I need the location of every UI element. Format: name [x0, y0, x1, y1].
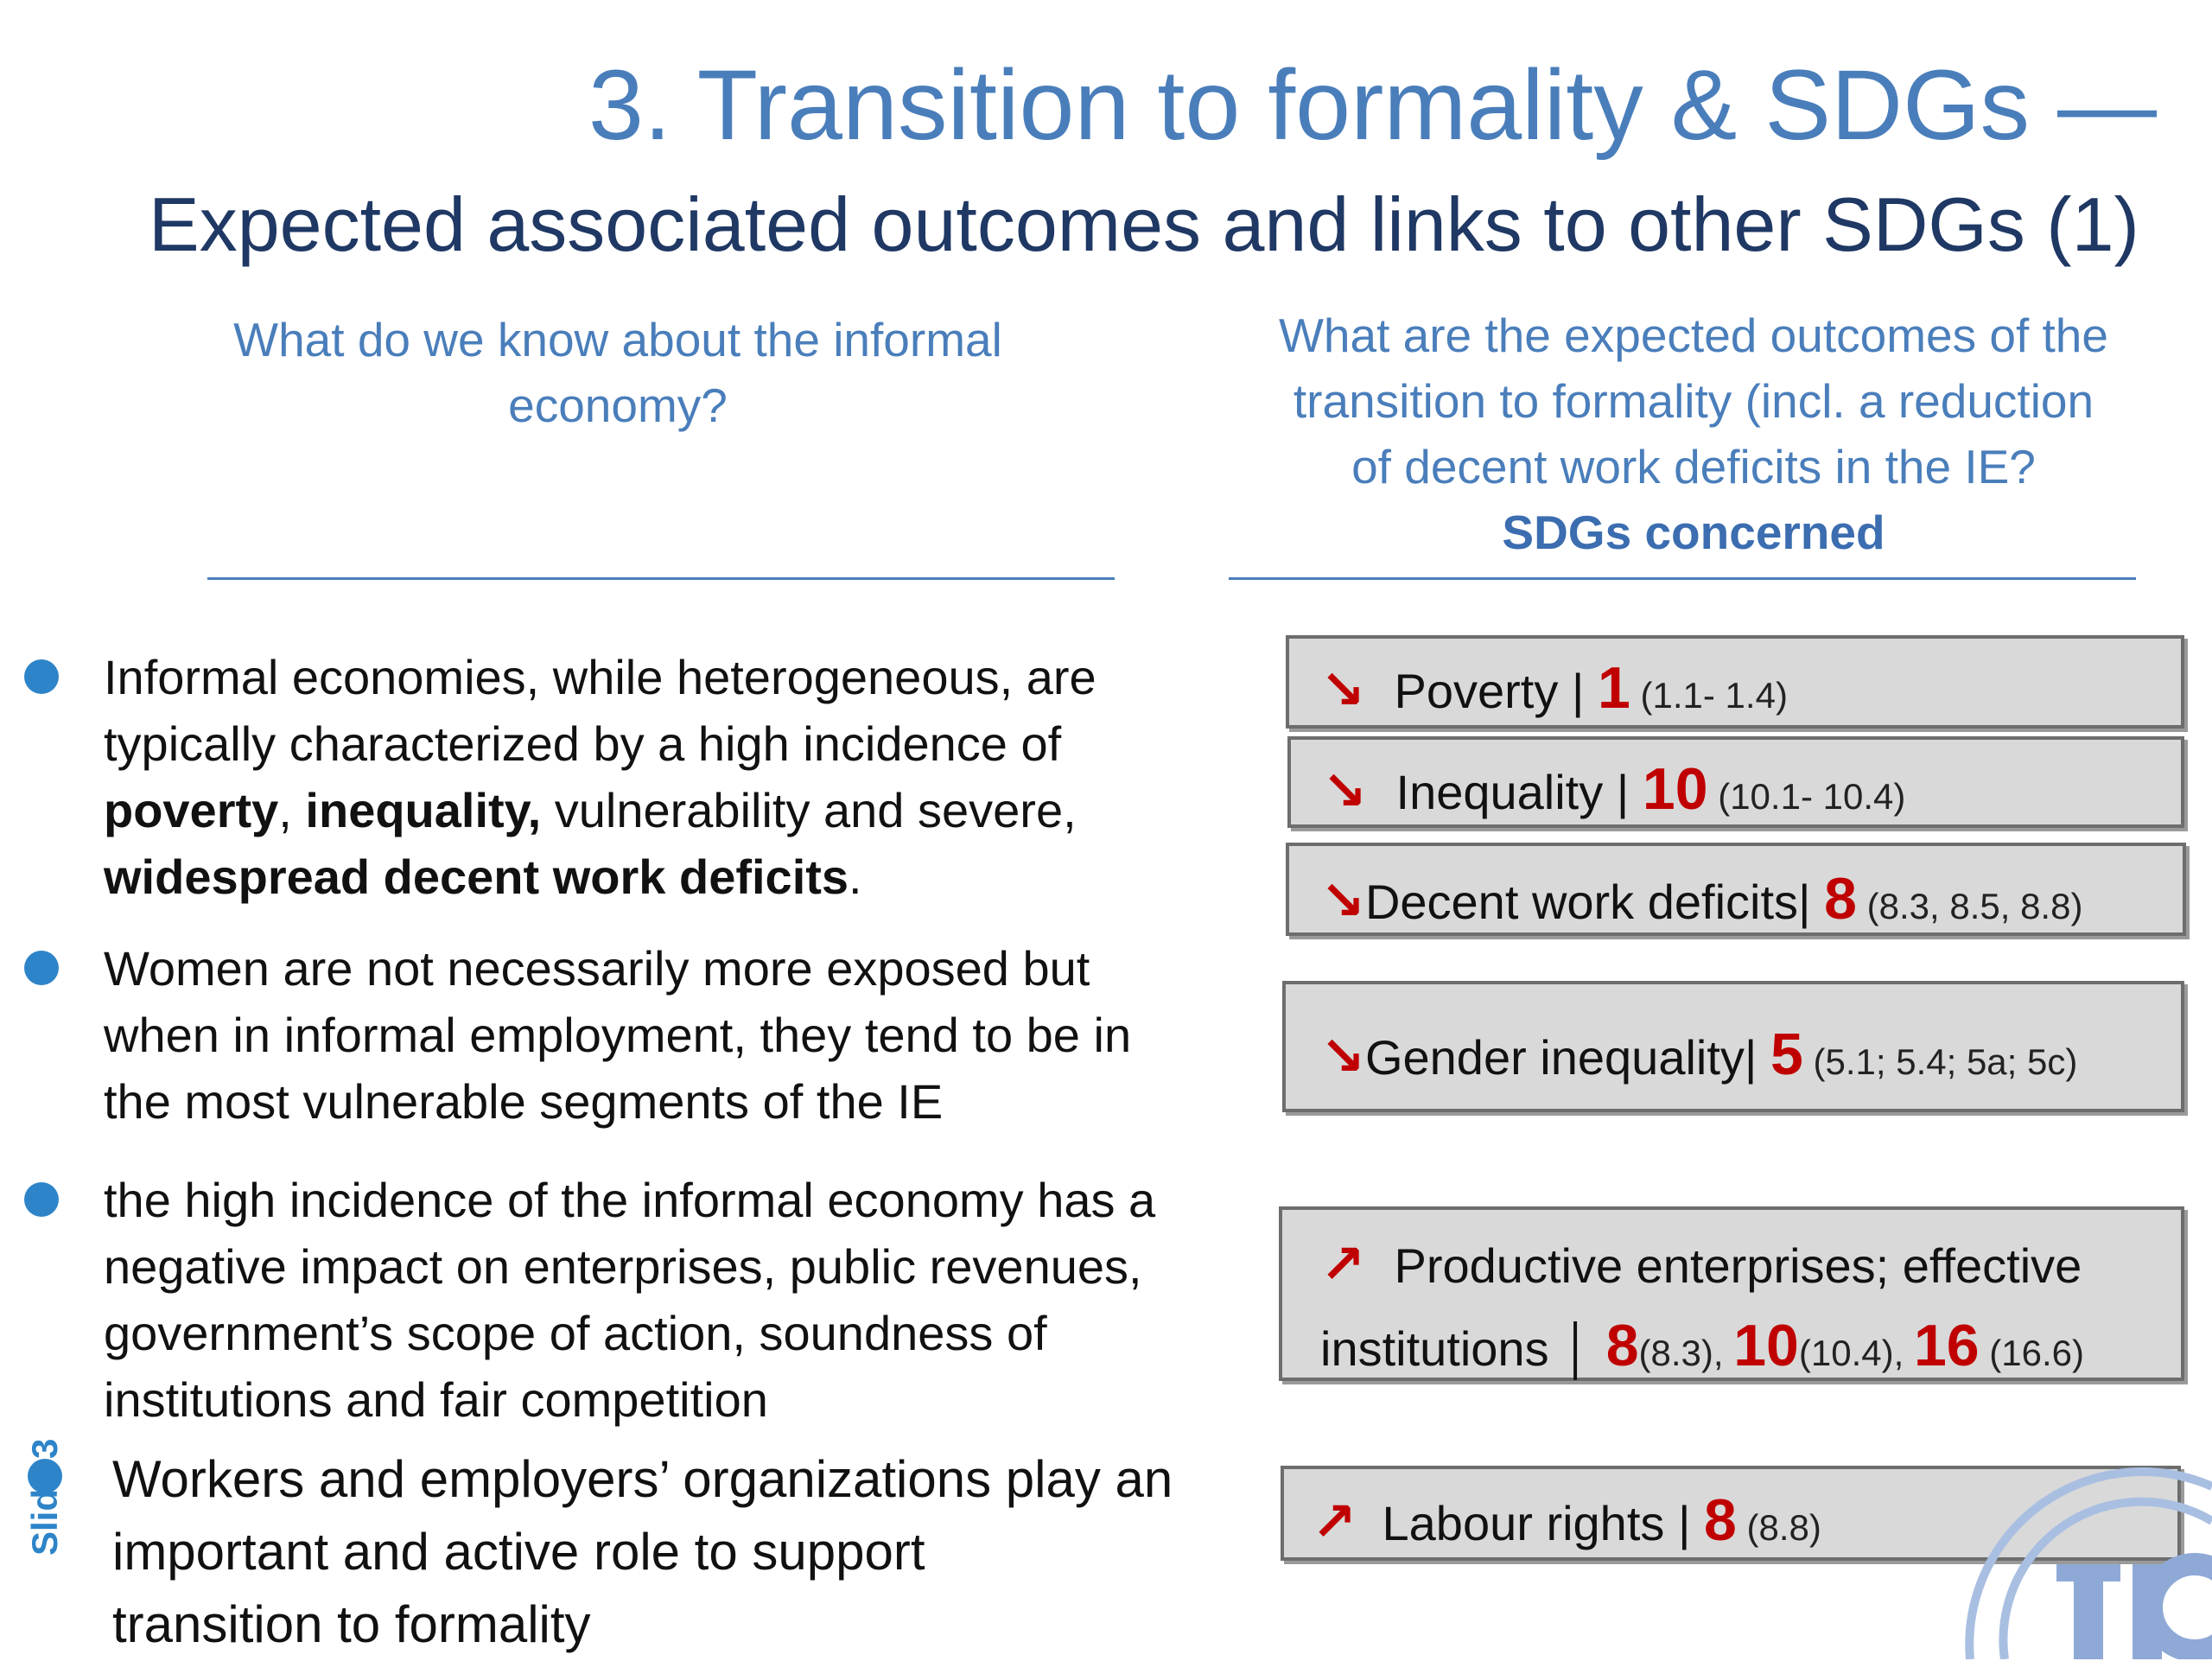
decrease-arrow-icon: ↘	[1320, 871, 1365, 931]
right-heading-line: transition to formality (incl. a reduction	[1293, 374, 2094, 428]
text: ,	[278, 783, 306, 837]
sdg-label: Productive enterprises; effective	[1394, 1238, 2082, 1293]
bullet-line: typically characterized by a high incidence of	[104, 716, 1062, 771]
sdg-number: 1	[1598, 655, 1630, 721]
bullet-dot-icon	[24, 951, 59, 985]
sdg-line	[1320, 1306, 2181, 1393]
decrease-arrow-icon: ↘	[1320, 1027, 1365, 1086]
sdg-number: 5	[1770, 1021, 1803, 1087]
sdg-number: 8	[1704, 1487, 1737, 1553]
sdg-number: 8	[1605, 1313, 1639, 1378]
bullet-line: Informal economies, while heterogeneous, are	[104, 650, 1096, 704]
bullet-line: the high incidence of the informal economy has a	[104, 1173, 1156, 1227]
sdg-label: Poverty |	[1394, 664, 1599, 718]
text: .	[849, 850, 862, 904]
decrease-arrow-icon: ↘	[1320, 660, 1365, 720]
sdg-number: 16	[1913, 1313, 1980, 1378]
sdg-targets: (8.3, 8.5, 8.8)	[1856, 886, 2083, 926]
left-column-heading	[147, 307, 1089, 438]
sdg-label: Gender inequality|	[1364, 1030, 1771, 1085]
increase-arrow-icon: ↗	[1312, 1492, 1357, 1552]
right-heading-line: What are the expected outcomes of the	[1278, 309, 2108, 362]
bullet-line: when in informal employment, they tend to be in	[104, 1008, 1132, 1062]
bullet-item-informal-economies	[104, 644, 1096, 910]
bullet-line	[104, 777, 1096, 843]
bullet-line: institutions and fair competition	[104, 1372, 768, 1427]
bullet-item-organizations	[112, 1443, 1173, 1661]
bullet-line: Workers and employers’ organizations play an	[112, 1450, 1173, 1508]
sdg-label: Inequality |	[1395, 765, 1643, 819]
sdg-line	[1320, 1225, 2181, 1306]
sdg-targets: (8.3),	[1638, 1333, 1734, 1373]
sdg-targets: (1.1- 1.4)	[1630, 675, 1788, 716]
sdg-heading: SDGs concerned	[1502, 506, 1885, 559]
ilo-logo-icon	[1918, 1435, 2212, 1659]
sdg-box-decent-work	[1286, 843, 2186, 936]
bullet-line: the most vulnerable segments of the IE	[104, 1074, 944, 1129]
bullet-line	[104, 843, 1096, 910]
sdg-number: 10	[1642, 756, 1708, 822]
increase-arrow-icon: ↗	[1320, 1235, 1365, 1295]
left-heading-line: What do we know about the informal	[233, 313, 1002, 366]
slide-number-label: Slide 3	[24, 1438, 65, 1556]
right-heading-line: of decent work deficits in the IE?	[1351, 440, 2036, 493]
bold-text: inequality,	[305, 783, 542, 837]
text: vulnerability and severe,	[541, 783, 1077, 837]
sdg-box-poverty	[1286, 635, 2184, 729]
sdg-targets: (10.4),	[1798, 1333, 1914, 1373]
left-column-divider	[207, 577, 1115, 580]
right-column-heading	[1218, 302, 2169, 565]
sdg-box-productive	[1279, 1206, 2184, 1381]
left-heading-line: economy?	[508, 379, 728, 432]
sdg-label: institutions │	[1320, 1321, 1606, 1376]
decrease-arrow-icon: ↘	[1322, 761, 1367, 821]
slide-subtitle: Expected associated outcomes and links to other SDGs (1)	[149, 181, 2139, 267]
sdg-box-inequality	[1287, 736, 2184, 828]
bullet-line: important and active role to support	[112, 1523, 925, 1581]
bold-text: widespread decent work deficits	[104, 850, 849, 904]
slide-title: 3. Transition to formality & SDGs —	[588, 50, 2157, 161]
bullet-item-high-incidence	[104, 1167, 1155, 1433]
sdg-targets: (10.1- 10.4)	[1707, 776, 1906, 817]
sdg-number: 10	[1733, 1313, 1799, 1378]
sdg-targets: (5.1; 5.4; 5a; 5c)	[1802, 1041, 2078, 1082]
bullet-dot-icon	[24, 1182, 59, 1217]
sdg-number: 8	[1824, 866, 1857, 932]
bold-text: poverty	[104, 783, 279, 837]
sdg-label: Labour rights |	[1382, 1496, 1705, 1550]
bullet-line: Women are not necessarily more exposed but	[104, 941, 1090, 996]
bullet-line: government’s scope of action, soundness of	[104, 1306, 1047, 1360]
right-column-divider	[1229, 577, 2136, 580]
bullet-dot-icon	[24, 659, 59, 694]
sdg-targets: (16.6)	[1979, 1333, 2084, 1373]
bullet-item-women	[104, 935, 1131, 1135]
bullet-line: negative impact on enterprises, public revenues,	[104, 1239, 1142, 1294]
bullet-line: transition to formality	[112, 1595, 591, 1653]
sdg-box-gender	[1282, 981, 2184, 1112]
sdg-label: Decent work deficits|	[1364, 875, 1825, 929]
sdg-targets: (8.8)	[1736, 1507, 1821, 1548]
